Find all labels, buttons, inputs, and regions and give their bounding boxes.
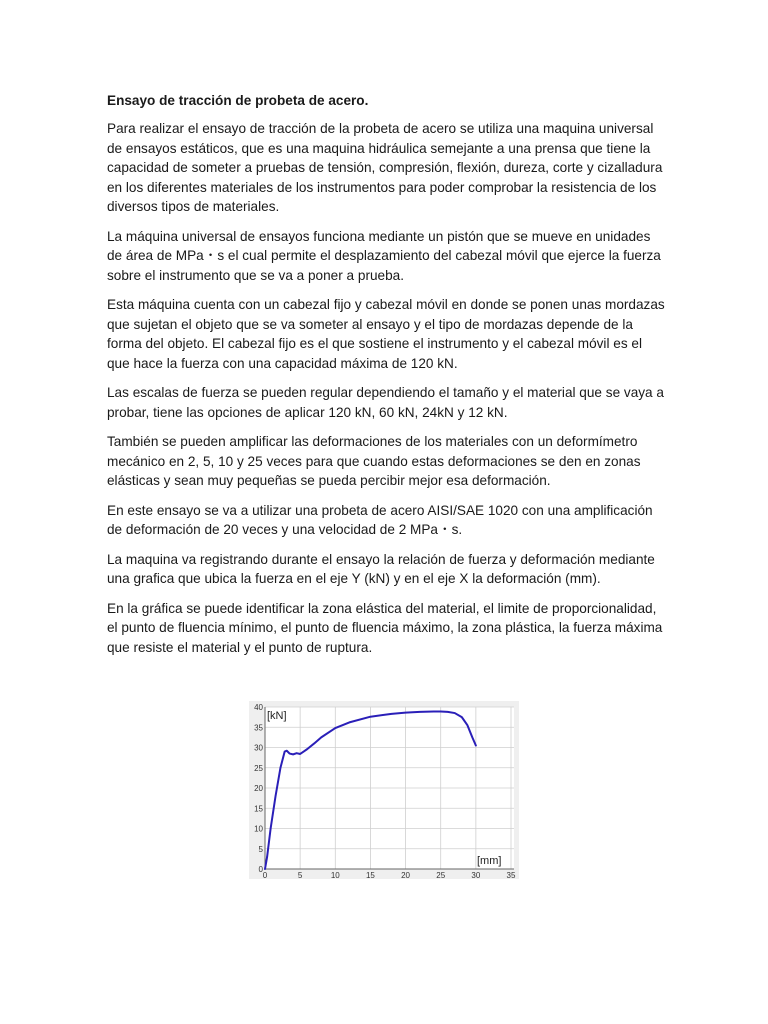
y-tick-label: 35 xyxy=(254,723,263,733)
x-tick-label: 0 xyxy=(262,871,268,879)
y-tick-label: 25 xyxy=(254,763,263,773)
y-tick-label: 20 xyxy=(254,784,263,793)
y-tick-label: 10 xyxy=(254,824,263,834)
x-axis-label: [mm] xyxy=(477,855,502,867)
y-tick-label: 30 xyxy=(254,743,263,753)
x-tick-label: 30 xyxy=(471,871,481,879)
y-tick-label: 40 xyxy=(254,703,263,712)
paragraph-zonas-grafica: En la gráfica se puede identificar la zona elástica del material, el limite de proporcionalidad, el punto de fluencia mínimo, el punto de fluencia máximo, la zona plástica, la fuerza máxima que resiste el material y el punto de ruptura. xyxy=(107,600,663,655)
y-axis-label: [kN] xyxy=(267,710,287,722)
paragraph-funcionamiento: La máquina universal de ensayos funciona mediante un pistón que se mueve en unidades de área de MPa・s el cual permite el desplazamiento del cabezal móvil que ejerce la fuerza sobre el instrumento que se va a poner a prueba. xyxy=(107,228,661,283)
y-tick-label: 5 xyxy=(258,844,263,854)
x-tick-label: 10 xyxy=(330,871,340,879)
y-tick-label: 15 xyxy=(254,804,263,814)
paragraph-probeta: En este ensayo se va a utilizar una probeta de acero AISI/SAE 1020 con una amplificación de deformación de 20 veces y una velocidad de 2 MPa・s. xyxy=(107,502,653,537)
paragraph-registro-grafica: La maquina va registrando durante el ensayo la relación de fuerza y deformación mediante una grafica que ubica la fuerza en el eje Y (kN) y en el eje X la deformación (mm). xyxy=(107,551,655,586)
force-deformation-chart xyxy=(249,701,519,879)
paragraph-maquina-universal: Para realizar el ensayo de tracción de la probeta de acero se utiliza una maquina universal de ensayos estáticos, que es una maquina hidráulica semejante a una prensa que tiene la capacidad de someter a pruebas de tensión, compresión, flexión, dureza, corte y cizalladura en los diferentes materiales de los instrumentos para poder comprobar la resistencia de los diversos tipos de materiales. xyxy=(107,121,663,214)
chart-svg xyxy=(249,701,519,879)
document-title: Ensayo de tracción de probeta de acero. xyxy=(107,93,369,108)
document-body xyxy=(107,91,665,667)
paragraph-cabezales: Esta máquina cuenta con un cabezal fijo y cabezal móvil en donde se ponen unas mordazas que sujetan el objeto que se va someter al ensayo y el tipo de mordazas depende de la forma del objeto. El cabezal fijo es el que sostiene el instrumento y el cabezal móvil es el que hace la fuerza con una capacidad máxima de 120 kN. xyxy=(107,297,665,371)
y-tick-label: 0 xyxy=(258,865,263,874)
x-tick-label: 35 xyxy=(506,871,516,879)
x-tick-label: 25 xyxy=(436,871,446,879)
paragraph-escalas-fuerza: Las escalas de fuerza se pueden regular dependiendo el tamaño y el material que se vaya a probar, tiene las opciones de aplicar 120 kN, 60 kN, 24kN y 12 kN. xyxy=(107,385,664,420)
paragraph-deformimetro: También se pueden amplificar las deformaciones de los materiales con un deformímetro mecánico en 2, 5, 10 y 25 veces para que cuando estas deformaciones se den en zonas elásticas y sean muy pequeñas se pueda percibir mejor esa deformación. xyxy=(107,434,641,488)
x-tick-label: 15 xyxy=(365,871,375,879)
x-tick-label: 5 xyxy=(297,871,303,879)
x-tick-label: 20 xyxy=(401,871,411,879)
